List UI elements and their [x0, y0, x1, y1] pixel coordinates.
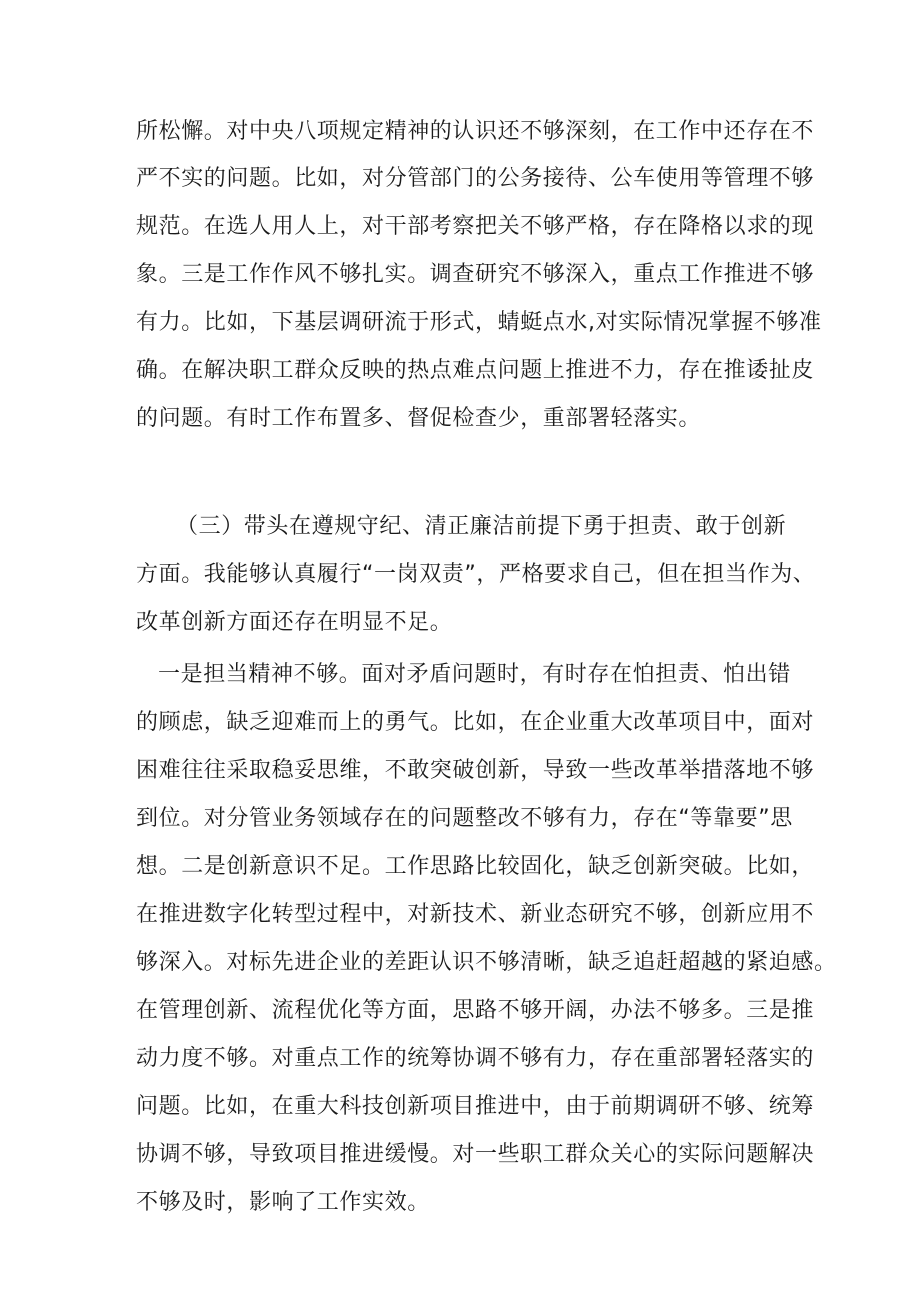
text-line: 象。三是工作作风不够扎实。调查研究不够深入，重点工作推进不够	[136, 262, 815, 287]
text-line: 在推进数字化转型过程中，对新技术、新业态研究不够，创新应用不	[136, 902, 815, 927]
text-line: 问题。比如，在重大科技创新项目推进中，由于前期调研不够、统筹	[136, 1094, 815, 1119]
text-line: 的顾虑，缺乏迎难而上的勇气。比如，在企业重大改革项目中，面对	[136, 710, 815, 735]
text-line: 方面。我能够认真履行“一岗双责”，严格要求自己，但在担当作为、	[136, 562, 816, 587]
text-line: 在管理创新、流程优化等方面，思路不够开阔，办法不够多。三是推	[136, 998, 815, 1023]
text-line: 不够及时，影响了工作实效。	[136, 1190, 430, 1215]
text-line: 协调不够，导致项目推进缓慢。对一些职工群众关心的实际问题解决	[136, 1142, 815, 1167]
text-line: 所松懈。对中央八项规定精神的认识还不够深刻，在工作中还存在不	[136, 119, 815, 144]
section-heading-line: （三）带头在遵规守纪、清正廉洁前提下勇于担责、敢于创新	[176, 514, 787, 539]
text-line: 改革创新方面还存在明显不足。	[136, 610, 453, 635]
text-line: 到位。对分管业务领域存在的问题整改不够有力，存在“等靠要”思	[136, 806, 793, 831]
text-line: 有力。比如，下基层调研流于形式，蜻蜓点水,对实际情况掌握不够准	[136, 310, 822, 335]
text-line: 的问题。有时工作布置多、督促检查少，重部署轻落实。	[136, 406, 702, 431]
text-line: 动力度不够。对重点工作的统筹协调不够有力，存在重部署轻落实的	[136, 1046, 815, 1071]
text-line: 确。在解决职工群众反映的热点难点问题上推进不力，存在推诿扯皮	[136, 358, 815, 383]
text-line: 困难往往采取稳妥思维，不敢突破创新，导致一些改革举措落地不够	[136, 758, 815, 783]
text-line: 想。二是创新意识不足。工作思路比较固化，缺乏创新突破。比如，	[136, 854, 815, 879]
text-line: 严不实的问题。比如，对分管部门的公务接待、公车使用等管理不够	[136, 166, 815, 191]
paragraph-first-line: 一是担当精神不够。面对矛盾问题时，有时存在怕担责、怕出错	[158, 662, 791, 687]
text-line: 规范。在选人用人上，对干部考察把关不够严格，存在降格以求的现	[136, 214, 815, 239]
text-line: 够深入。对标先进企业的差距认识不够清晰，缺乏追赶超越的紧迫感。	[136, 950, 837, 975]
